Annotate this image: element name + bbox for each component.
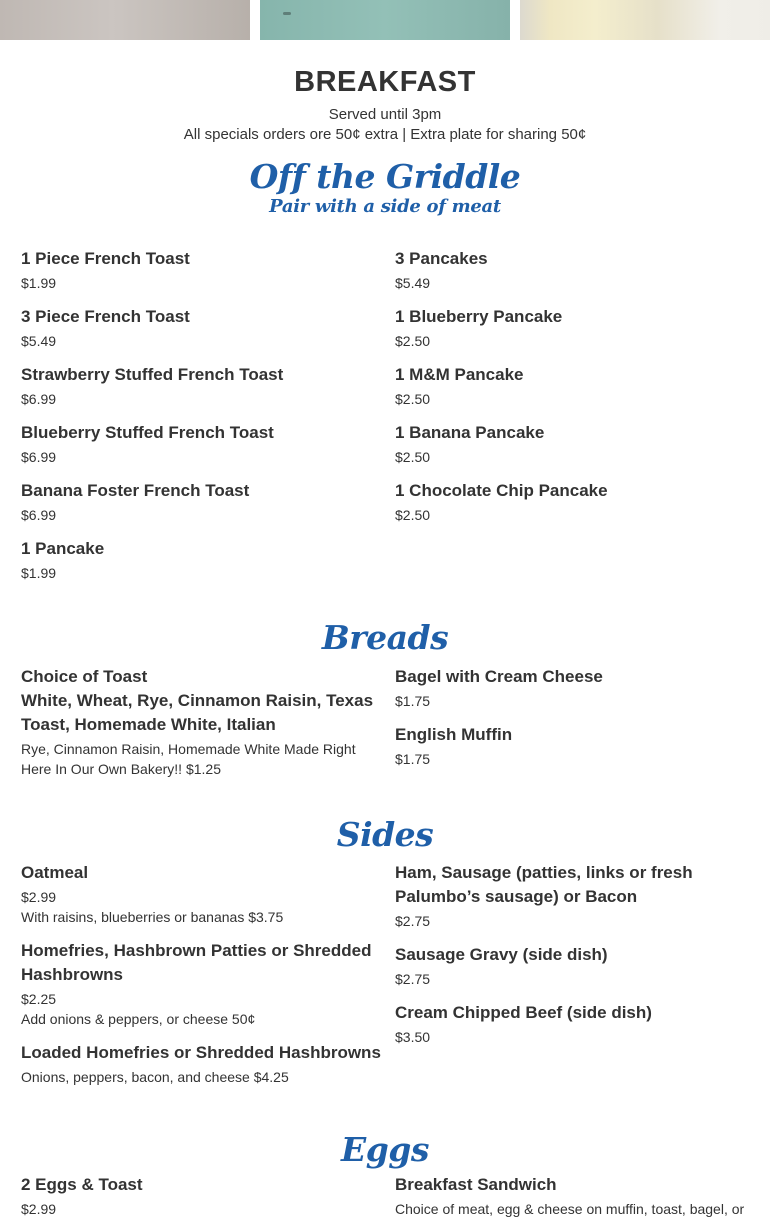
sides-right-column: [395, 861, 755, 1059]
item-description: Rye, Cinnamon Raisin, Homemade White Made Right Here In Our Own Bakery!! $1.25: [21, 741, 356, 777]
food-photo-1[interactable]: [0, 0, 250, 40]
specials-note: All specials orders ore 50¢ extra | Extra plate for sharing 50¢: [183, 126, 587, 143]
item-price: $2.99: [21, 1201, 57, 1217]
menu-item: [21, 665, 381, 779]
item-price: $2.50: [395, 449, 431, 465]
item-name: 1 M&M Pancake: [395, 365, 524, 384]
item-name: English Muffin: [395, 725, 513, 744]
item-description: With raisins, blueberries or bananas $3.75: [21, 909, 284, 925]
item-name: Homefries, Hashbrown Patties or Shredded Hashbrowns: [21, 941, 372, 984]
menu-item: [21, 939, 381, 1029]
photo-strip: [0, 0, 770, 40]
menu-item: [395, 363, 755, 409]
eggs-heading: Eggs: [341, 1130, 429, 1169]
item-price: $6.99: [21, 449, 57, 465]
item-name: Cream Chipped Beef (side dish): [395, 1003, 652, 1022]
item-description: Choice of meat, egg & cheese on muffin, toast, bagel, or: [395, 1201, 745, 1217]
menu-item: [395, 1001, 755, 1047]
item-name: Oatmeal: [21, 863, 89, 882]
item-name: Strawberry Stuffed French Toast: [21, 365, 284, 384]
item-price: $2.99: [21, 889, 57, 905]
menu-item: [21, 305, 381, 351]
item-price: $5.49: [395, 275, 431, 291]
griddle-heading: Off the Griddle: [249, 157, 521, 196]
menu-item: [395, 943, 755, 989]
griddle-subheading: Pair with a side of meat: [269, 196, 501, 217]
item-name: Bagel with Cream Cheese: [395, 667, 603, 686]
griddle-right-column: [395, 247, 755, 537]
item-name: 3 Pancakes: [395, 249, 488, 268]
breads-heading: Breads: [321, 618, 449, 657]
item-name: Loaded Homefries or Shredded Hashbrowns: [21, 1043, 381, 1062]
item-name: Choice of Toast: [21, 667, 148, 686]
breads-left-column: [21, 665, 381, 791]
item-name: 1 Chocolate Chip Pancake: [395, 481, 608, 500]
menu-item: [395, 665, 755, 711]
item-name: Banana Foster French Toast: [21, 481, 250, 500]
page-title: BREAKFAST: [294, 66, 476, 98]
item-name: 3 Piece French Toast: [21, 307, 190, 326]
sides-heading: Sides: [336, 815, 434, 854]
menu-item: [395, 723, 755, 769]
menu-item: [395, 861, 755, 931]
menu-item: [21, 537, 381, 583]
menu-item: [21, 479, 381, 525]
eggs-left-column: [21, 1173, 381, 1231]
item-price: $2.25: [21, 991, 57, 1007]
item-description: Onions, peppers, bacon, and cheese $4.25: [21, 1069, 289, 1085]
item-name: 1 Blueberry Pancake: [395, 307, 563, 326]
item-price: $1.75: [395, 751, 431, 767]
menu-item: [395, 479, 755, 525]
item-price: $2.50: [395, 391, 431, 407]
item-options: White, Wheat, Rye, Cinnamon Raisin, Texas Toast, Homemade White, Italian: [21, 691, 374, 734]
menu-item: [21, 861, 381, 927]
food-photo-2[interactable]: [260, 0, 510, 40]
item-description: Add onions & peppers, or cheese 50¢: [21, 1011, 256, 1027]
menu-item: [21, 1041, 381, 1087]
menu-item: [21, 1173, 381, 1219]
item-price: $1.99: [21, 565, 57, 581]
item-name: Breakfast Sandwich: [395, 1175, 557, 1194]
item-price: $1.75: [395, 693, 431, 709]
item-price: $6.99: [21, 507, 57, 523]
served-until-text: Served until 3pm: [328, 106, 442, 123]
item-price: $1.99: [21, 275, 57, 291]
griddle-left-column: [21, 247, 381, 595]
item-name: 1 Piece French Toast: [21, 249, 190, 268]
menu-item: [21, 363, 381, 409]
menu-item: [395, 421, 755, 467]
item-price: $2.75: [395, 913, 431, 929]
item-price: $6.99: [21, 391, 57, 407]
item-name: Blueberry Stuffed French Toast: [21, 423, 274, 442]
eggs-right-column: [395, 1173, 755, 1231]
item-name: Ham, Sausage (patties, links or fresh Palumbo’s sausage) or Bacon: [395, 863, 693, 906]
item-price: $5.49: [21, 333, 57, 349]
item-name: Sausage Gravy (side dish): [395, 945, 608, 964]
sides-left-column: [21, 861, 381, 1099]
item-price: $3.50: [395, 1029, 431, 1045]
item-price: $2.75: [395, 971, 431, 987]
menu-item: [21, 421, 381, 467]
menu-item: [395, 1173, 755, 1219]
item-price: $2.50: [395, 333, 431, 349]
item-name: 1 Pancake: [21, 539, 105, 558]
menu-item: [395, 247, 755, 293]
breads-right-column: [395, 665, 755, 781]
item-name: 1 Banana Pancake: [395, 423, 545, 442]
item-name: 2 Eggs & Toast: [21, 1175, 143, 1194]
menu-item: [395, 305, 755, 351]
food-photo-3[interactable]: [520, 0, 770, 40]
item-price: $2.50: [395, 507, 431, 523]
menu-item: [21, 247, 381, 293]
